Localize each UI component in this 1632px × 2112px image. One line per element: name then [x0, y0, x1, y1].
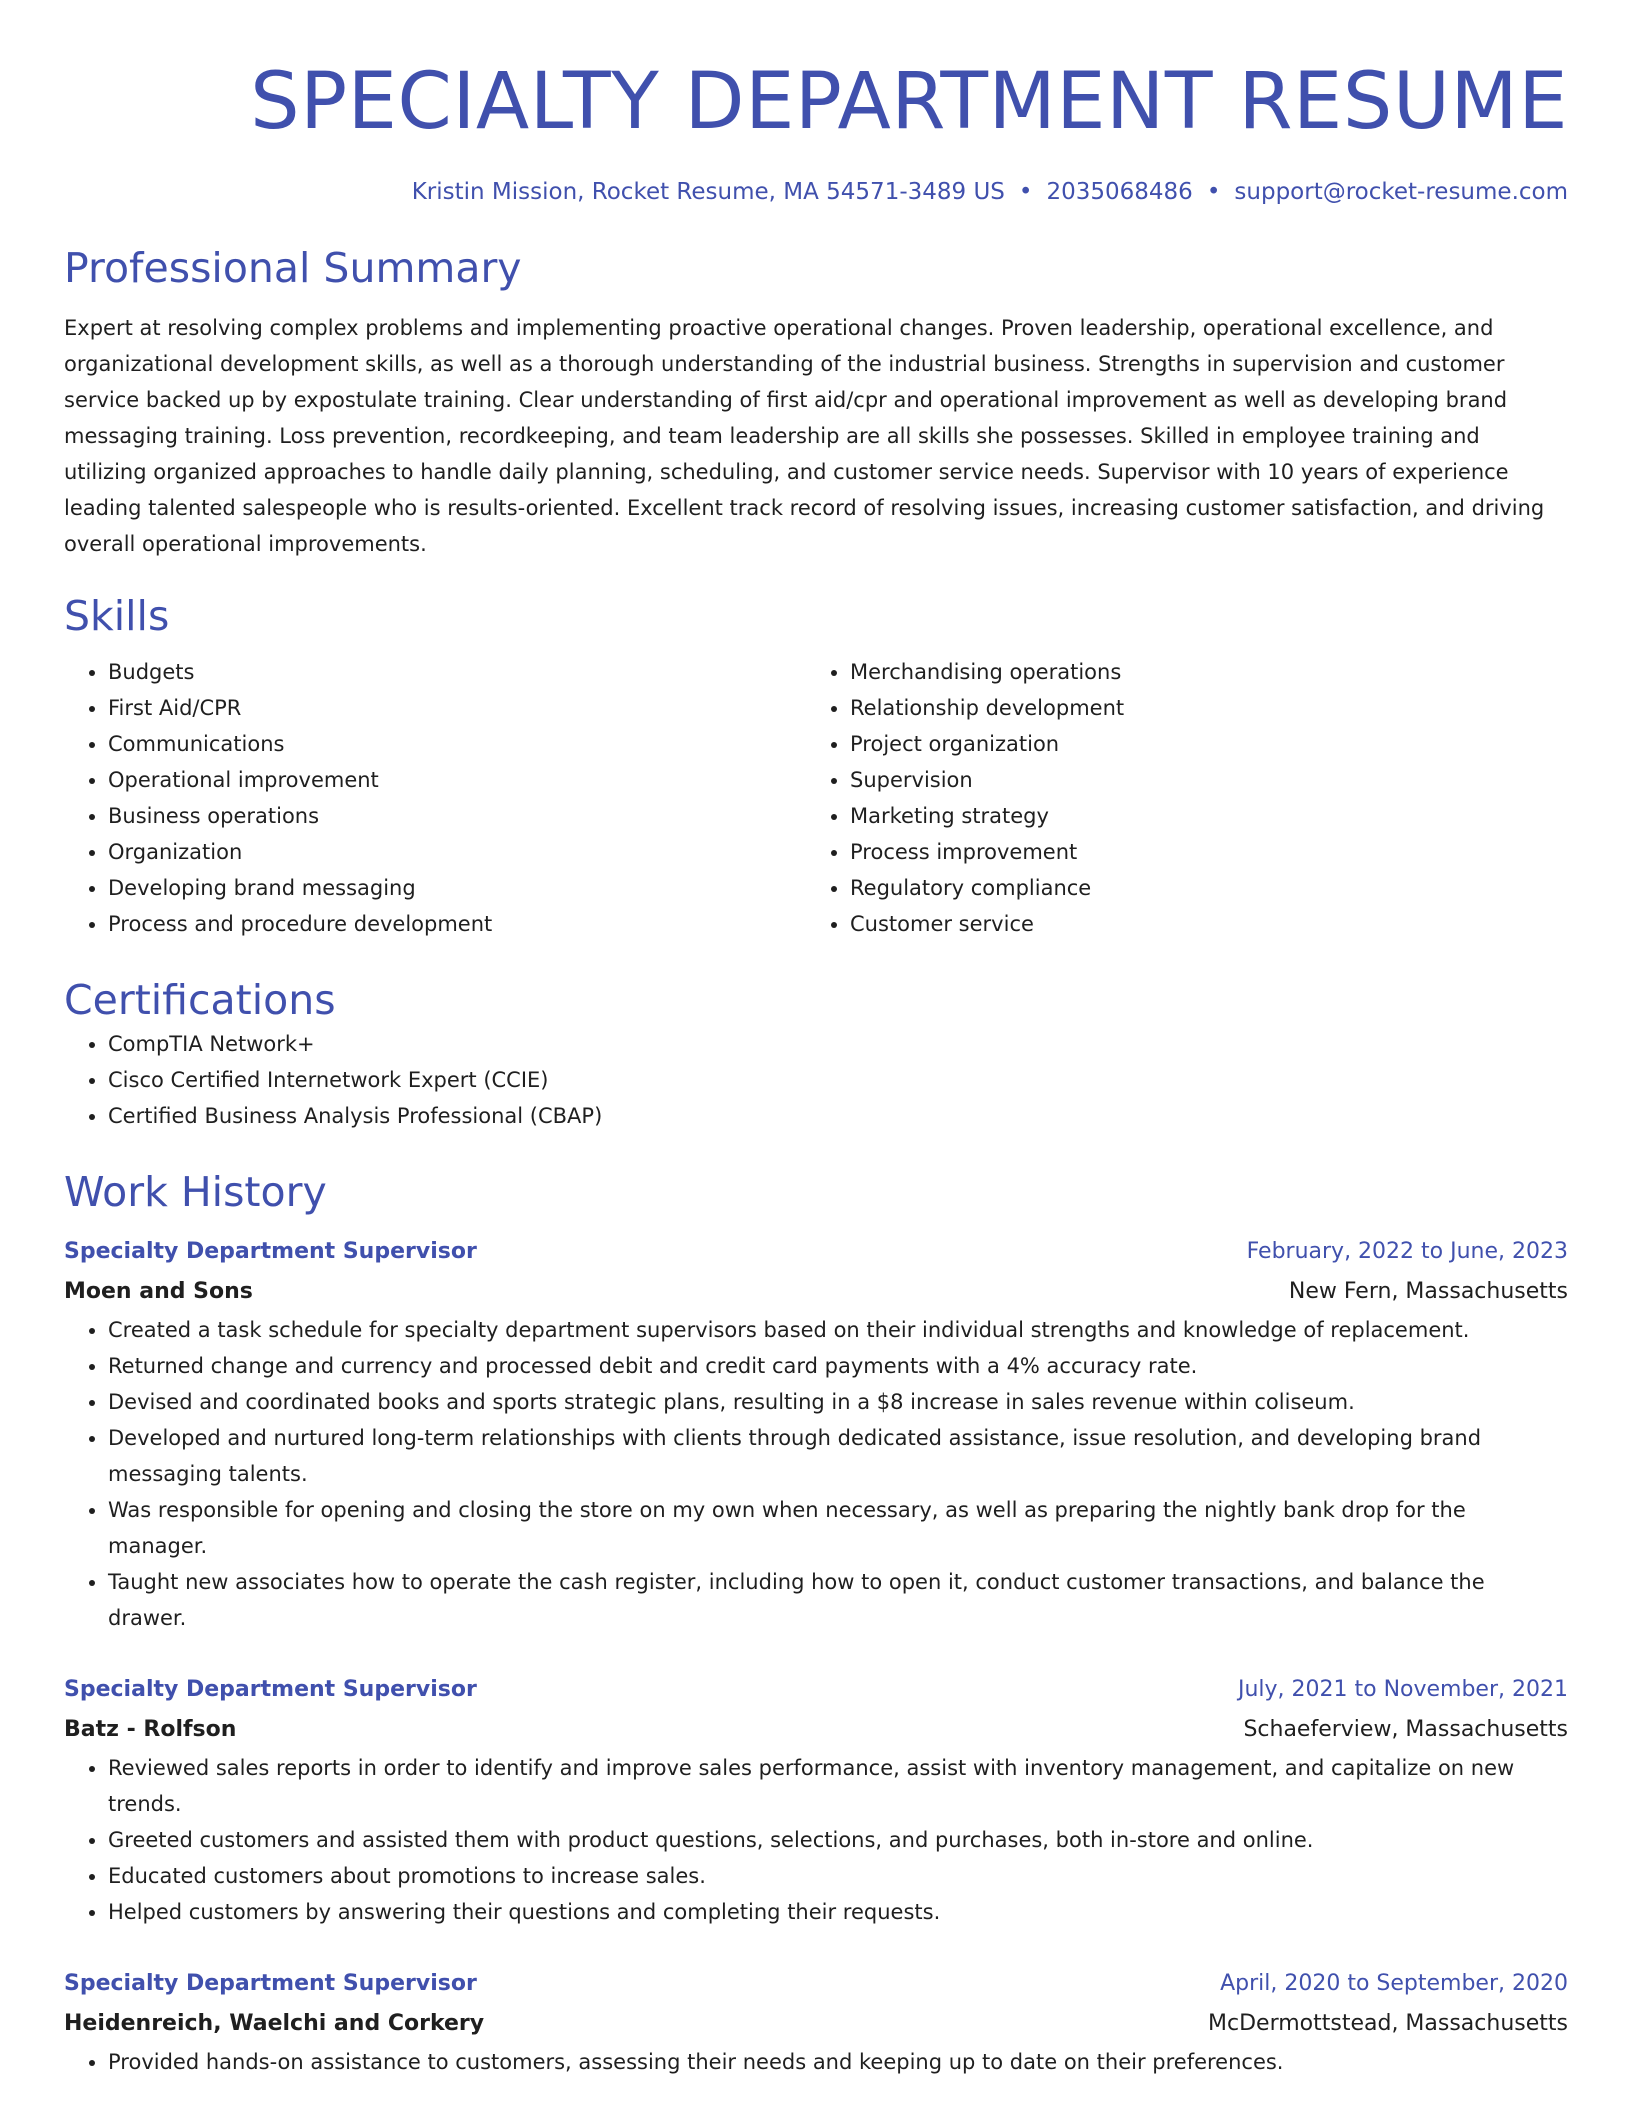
- skills-column-left: [64, 654, 806, 942]
- contact-line: [64, 176, 1568, 208]
- summary-text: Expert at resolving complex problems and implementing proactive operational changes. Proven leadership, operational excellence, and organizational development skills, as well as a thorough understanding of the industrial business. Strengths in supervision and customer service backed up by expostulate training. Clear understanding of first aid/cpr and operational improvement as well as developing brand messaging training. Loss prevention, recordkeeping, and team leadership are all skills she possesses. Skilled in employee training and utilizing organized approaches to handle daily planning, scheduling, and customer service needs. Supervisor with 10 years of experience leading talented salespeople who is results-oriented. Excellent track record of resolving issues, increasing customer satisfaction, and driving overall operational improvements.: [64, 316, 1545, 556]
- skill-item: • Organization: [108, 834, 806, 870]
- resume-header: [64, 0, 1568, 208]
- skill-item: • Process improvement: [850, 834, 1548, 870]
- job-title-row: [64, 1670, 1568, 1710]
- job-title: Specialty Department Supervisor: [64, 1239, 477, 1264]
- resume-page: [64, 0, 1568, 2080]
- certification-item: • CompTIA Network+: [108, 1026, 1568, 1062]
- contact-separator: •: [1018, 179, 1033, 205]
- contact-phone: 2035068486: [1046, 179, 1193, 205]
- job-title-row: [64, 1964, 1568, 2004]
- contact-email[interactable]: support@rocket-resume.com: [1234, 179, 1568, 205]
- job-entry: [64, 1964, 1568, 2080]
- job-duty: • Was responsible for opening and closing the store on my own when necessary, as well as preparing the nightly bank drop for the manager.: [108, 1492, 1568, 1564]
- job-duty: • Helped customers by answering their questions and completing their requests.: [108, 1894, 1568, 1930]
- job-location: McDermottstead, Massachusetts: [1208, 2011, 1568, 2036]
- skill-item: • Operational improvement: [108, 762, 806, 798]
- skill-item: • Regulatory compliance: [850, 870, 1548, 906]
- job-dates: February, 2022 to June, 2023: [1246, 1239, 1568, 1264]
- skill-item: • Supervision: [850, 762, 1548, 798]
- job-duties-list: [64, 1312, 1568, 1636]
- job-location: New Fern, Massachusetts: [1288, 1279, 1568, 1304]
- job-company-row: [64, 1272, 1568, 1312]
- contact-address: Kristin Mission, Rocket Resume, MA 54571-3489 US: [411, 179, 1005, 205]
- skill-item: • Relationship development: [850, 690, 1548, 726]
- skills-list-left: [64, 654, 806, 942]
- job-title-row: [64, 1232, 1568, 1272]
- contact-separator: •: [1206, 179, 1221, 205]
- job-duties-list: [64, 1750, 1568, 1930]
- certifications-heading: Certifications: [64, 976, 336, 1024]
- job-duties-list: [64, 2044, 1568, 2080]
- job-company-row: [64, 1710, 1568, 1750]
- job-duty: • Educated customers about promotions to increase sales.: [108, 1858, 1568, 1894]
- job-location: Schaeferview, Massachusetts: [1243, 1717, 1568, 1742]
- job-duty: • Devised and coordinated books and sports strategic plans, resulting in a $8 increase in sales revenue within coliseum.: [108, 1384, 1568, 1420]
- job-duty: • Provided hands-on assistance to customers, assessing their needs and keeping up to date on their preferences.: [108, 2044, 1568, 2080]
- skill-item: • Process and procedure development: [108, 906, 806, 942]
- skill-item: • Customer service: [850, 906, 1548, 942]
- job-company: Heidenreich, Waelchi and Corkery: [64, 2011, 485, 2036]
- skill-item: • Project organization: [850, 726, 1548, 762]
- resume-title: SPECIALTY DEPARTMENT RESUME: [250, 57, 1568, 147]
- job-duty: • Returned change and currency and processed debit and credit card payments with a 4% accuracy rate.: [108, 1348, 1568, 1384]
- skill-item: • Developing brand messaging: [108, 870, 806, 906]
- certifications-list: [64, 1026, 1568, 1134]
- job-entry: [64, 1670, 1568, 1930]
- skills-list-right: [806, 654, 1548, 942]
- job-company: Moen and Sons: [64, 1279, 253, 1304]
- work-history-heading: Work History: [64, 1168, 327, 1216]
- job-dates: April, 2020 to September, 2020: [1220, 1971, 1568, 1996]
- skills-heading: Skills: [64, 592, 170, 640]
- skill-item: • Business operations: [108, 798, 806, 834]
- skill-item: • First Aid/CPR: [108, 690, 806, 726]
- job-duty: • Taught new associates how to operate the cash register, including how to open it, conduct customer transactions, and balance the drawer.: [108, 1564, 1568, 1636]
- job-title: Specialty Department Supervisor: [64, 1971, 477, 1996]
- skill-item: • Budgets: [108, 654, 806, 690]
- job-duty: • Greeted customers and assisted them with product questions, selections, and purchases, both in-store and online.: [108, 1822, 1568, 1858]
- job-duty: • Developed and nurtured long-term relationships with clients through dedicated assistance, issue resolution, and developing brand messaging talents.: [108, 1420, 1568, 1492]
- job-dates: July, 2021 to November, 2021: [1237, 1677, 1568, 1702]
- skill-item: • Merchandising operations: [850, 654, 1548, 690]
- skills-column-right: [806, 654, 1548, 942]
- skill-item: • Communications: [108, 726, 806, 762]
- job-duty: • Reviewed sales reports in order to identify and improve sales performance, assist with inventory management, and capitalize on new trends.: [108, 1750, 1568, 1822]
- certification-item: • Certified Business Analysis Professional (CBAP): [108, 1098, 1568, 1134]
- skills-columns: [64, 654, 1568, 942]
- job-company-row: [64, 2004, 1568, 2044]
- certification-item: • Cisco Certified Internetwork Expert (CCIE): [108, 1062, 1568, 1098]
- job-title: Specialty Department Supervisor: [64, 1677, 477, 1702]
- skill-item: • Marketing strategy: [850, 798, 1548, 834]
- job-entry: [64, 1232, 1568, 1636]
- job-company: Batz - Rolfson: [64, 1717, 237, 1742]
- job-duty: • Created a task schedule for specialty department supervisors based on their individual strengths and knowledge of replacement.: [108, 1312, 1568, 1348]
- summary-heading: Professional Summary: [64, 244, 522, 292]
